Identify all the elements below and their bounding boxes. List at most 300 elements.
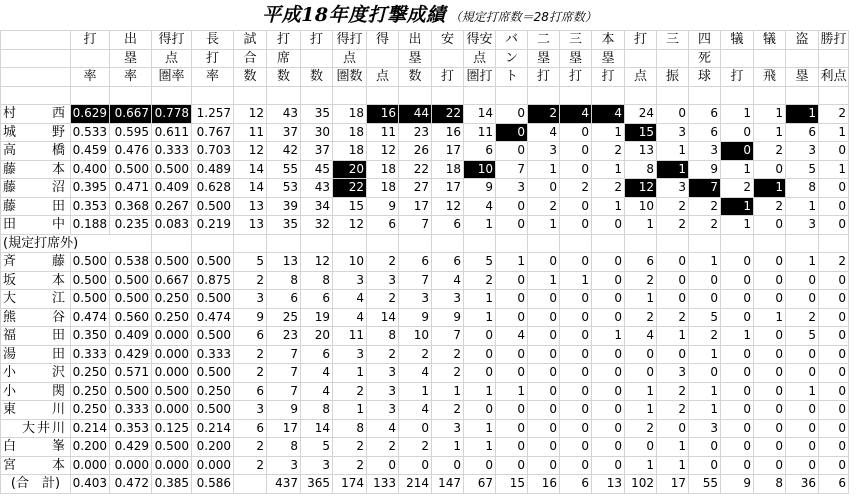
stat-cell: 0.333 bbox=[110, 401, 152, 420]
stat-cell: 0 bbox=[496, 290, 528, 309]
column-header: 本 bbox=[592, 31, 625, 50]
stat-cell: 2 bbox=[657, 401, 689, 420]
stat-cell: 0.250 bbox=[152, 308, 192, 327]
player-name bbox=[1, 419, 71, 438]
stat-cell: 0 bbox=[528, 364, 560, 383]
total-cell: 8 bbox=[754, 475, 786, 494]
stat-cell: 6 bbox=[234, 382, 267, 401]
stat-cell: 0 bbox=[560, 197, 592, 216]
player-name-text bbox=[1, 179, 68, 196]
stat-cell: 6 bbox=[267, 290, 301, 309]
empty-cell bbox=[560, 86, 592, 105]
empty-cell bbox=[110, 86, 152, 105]
column-header: 打 bbox=[301, 31, 333, 50]
stat-cell: 1 bbox=[754, 308, 786, 327]
other-player-row bbox=[1, 345, 849, 364]
stat-cell: 18 bbox=[333, 105, 367, 124]
stat-cell: 14 bbox=[464, 105, 496, 124]
column-header bbox=[754, 49, 786, 68]
stat-cell: 2 bbox=[367, 290, 399, 309]
player-name-text bbox=[1, 161, 68, 178]
leader-stat-cell: 0.667 bbox=[110, 105, 152, 124]
stat-cell: 9 bbox=[464, 179, 496, 198]
empty-cell bbox=[592, 234, 625, 253]
stat-cell: 35 bbox=[301, 105, 333, 124]
column-header: 球 bbox=[689, 68, 721, 87]
stat-cell: 5 bbox=[301, 438, 333, 457]
stat-cell: 2 bbox=[367, 438, 399, 457]
stat-cell: 4 bbox=[301, 382, 333, 401]
stat-cell: 6 bbox=[464, 142, 496, 161]
stat-cell: 0.333 bbox=[192, 345, 234, 364]
column-header: 三 bbox=[560, 31, 592, 50]
stat-cell: 0 bbox=[721, 271, 754, 290]
stat-cell: 0 bbox=[786, 345, 819, 364]
stat-cell: 0 bbox=[819, 364, 849, 383]
leader-stat-cell: 12 bbox=[625, 179, 657, 198]
qualified-player-row bbox=[1, 216, 849, 235]
stat-cell: 0.000 bbox=[152, 345, 192, 364]
stat-cell: 0.235 bbox=[110, 216, 152, 235]
stat-cell: 2 bbox=[786, 308, 819, 327]
player-name bbox=[1, 105, 71, 124]
stat-cell: 10 bbox=[399, 327, 432, 346]
column-header: バ bbox=[496, 31, 528, 50]
stat-cell: 9 bbox=[689, 160, 721, 179]
column-header: 三 bbox=[657, 31, 689, 50]
stat-cell: 3 bbox=[657, 179, 689, 198]
stat-cell: 0.500 bbox=[152, 438, 192, 457]
stat-cell: 0 bbox=[560, 290, 592, 309]
column-header: 得打 bbox=[152, 31, 192, 50]
stat-cell: 25 bbox=[267, 308, 301, 327]
stat-cell: 0 bbox=[721, 419, 754, 438]
stat-cell: 0.125 bbox=[152, 419, 192, 438]
stat-cell: 8 bbox=[301, 271, 333, 290]
empty-cell bbox=[71, 86, 110, 105]
stat-cell: 0 bbox=[625, 364, 657, 383]
stat-cell: 9 bbox=[234, 308, 267, 327]
total-cell: 16 bbox=[528, 475, 560, 494]
header-row bbox=[1, 68, 849, 87]
stat-cell: 8 bbox=[367, 327, 399, 346]
column-header: 打 bbox=[592, 68, 625, 87]
stat-cell: 0 bbox=[754, 438, 786, 457]
stat-cell: 0 bbox=[592, 216, 625, 235]
stat-cell: 13 bbox=[234, 216, 267, 235]
stat-cell: 18 bbox=[432, 160, 464, 179]
total-cell: 15 bbox=[496, 475, 528, 494]
stat-cell: 17 bbox=[267, 419, 301, 438]
stat-cell: 35 bbox=[267, 216, 301, 235]
name-char: 湯 bbox=[3, 346, 17, 362]
empty-cell bbox=[367, 86, 399, 105]
stat-cell: 2 bbox=[754, 142, 786, 161]
stat-cell: 0 bbox=[592, 290, 625, 309]
stat-cell: 3 bbox=[367, 364, 399, 383]
stat-cell: 1 bbox=[721, 327, 754, 346]
stat-cell: 0 bbox=[786, 438, 819, 457]
column-header: 長 bbox=[192, 31, 234, 50]
stat-cell: 0 bbox=[560, 308, 592, 327]
stat-cell: 0.429 bbox=[110, 345, 152, 364]
stat-cell: 0 bbox=[560, 123, 592, 142]
stat-cell: 2 bbox=[592, 179, 625, 198]
stat-cell: 2 bbox=[234, 271, 267, 290]
stat-cell: 5 bbox=[234, 253, 267, 272]
stat-cell: 0 bbox=[786, 271, 819, 290]
stat-cell: 0.767 bbox=[192, 123, 234, 142]
empty-cell bbox=[819, 86, 849, 105]
empty-cell bbox=[267, 234, 301, 253]
report-title bbox=[0, 0, 859, 30]
stat-cell: 0 bbox=[625, 438, 657, 457]
name-char: 大 bbox=[3, 291, 17, 307]
leader-stat-cell: 7 bbox=[689, 179, 721, 198]
total-cell: 67 bbox=[464, 475, 496, 494]
player-name-text bbox=[1, 198, 68, 215]
stat-cell: 0 bbox=[657, 419, 689, 438]
stat-cell: 0.200 bbox=[71, 438, 110, 457]
stat-cell: 0 bbox=[786, 419, 819, 438]
stat-cell: 2 bbox=[464, 271, 496, 290]
stat-cell: 0.500 bbox=[192, 290, 234, 309]
total-cell: 102 bbox=[625, 475, 657, 494]
stat-cell: 1 bbox=[786, 382, 819, 401]
total-cell: 0.403 bbox=[71, 475, 110, 494]
stat-cell: 2 bbox=[234, 364, 267, 383]
column-header: 得打 bbox=[333, 31, 367, 50]
stat-cell: 3 bbox=[689, 142, 721, 161]
stat-cell: 26 bbox=[399, 142, 432, 161]
stat-cell: 0 bbox=[657, 105, 689, 124]
stat-cell: 0 bbox=[657, 345, 689, 364]
stat-cell: 4 bbox=[301, 364, 333, 383]
header-row bbox=[1, 31, 849, 50]
stat-cell: 0.875 bbox=[192, 271, 234, 290]
player-name bbox=[1, 271, 71, 290]
qualified-player-row bbox=[1, 179, 849, 198]
stat-cell: 0.474 bbox=[71, 308, 110, 327]
player-name-text bbox=[1, 124, 68, 141]
name-char: 田 bbox=[3, 217, 17, 233]
stat-cell: 2 bbox=[625, 271, 657, 290]
stat-cell: 0 bbox=[528, 290, 560, 309]
stat-cell: 0.500 bbox=[71, 253, 110, 272]
player-name-text bbox=[1, 438, 68, 455]
column-header: 点 bbox=[625, 68, 657, 87]
stat-cell: 0 bbox=[689, 290, 721, 309]
stat-cell: 1 bbox=[625, 382, 657, 401]
stat-cell: 7 bbox=[399, 271, 432, 290]
stat-cell: 1 bbox=[689, 382, 721, 401]
total-label: (合 計) bbox=[1, 475, 71, 494]
stat-cell: 1 bbox=[657, 438, 689, 457]
stat-cell: 2 bbox=[560, 179, 592, 198]
stat-cell: 0 bbox=[367, 456, 399, 475]
stat-cell: 3 bbox=[267, 456, 301, 475]
stat-cell: 0 bbox=[496, 308, 528, 327]
player-name-text bbox=[1, 420, 68, 437]
column-header: 圏打 bbox=[464, 68, 496, 87]
stat-cell: 0 bbox=[528, 253, 560, 272]
column-header: 塁 bbox=[528, 49, 560, 68]
qualified-player-row bbox=[1, 142, 849, 161]
stat-cell: 0.250 bbox=[71, 401, 110, 420]
stat-cell: 1 bbox=[625, 401, 657, 420]
empty-cell bbox=[625, 86, 657, 105]
stat-cell: 0.353 bbox=[110, 419, 152, 438]
empty-cell bbox=[496, 234, 528, 253]
empty-cell bbox=[399, 86, 432, 105]
stat-cell: 6 bbox=[625, 253, 657, 272]
stat-cell: 0 bbox=[560, 364, 592, 383]
name-char: 藤 bbox=[3, 180, 17, 196]
other-player-row bbox=[1, 401, 849, 420]
stat-cell: 0 bbox=[560, 419, 592, 438]
stat-cell: 0 bbox=[464, 401, 496, 420]
empty-cell bbox=[333, 234, 367, 253]
stat-cell: 0 bbox=[560, 160, 592, 179]
stat-cell: 1 bbox=[721, 216, 754, 235]
column-header: 席 bbox=[267, 49, 301, 68]
column-header: 犠 bbox=[754, 31, 786, 50]
total-cell: 36 bbox=[786, 475, 819, 494]
player-name bbox=[1, 456, 71, 475]
stat-cell: 0 bbox=[754, 216, 786, 235]
column-header bbox=[721, 49, 754, 68]
column-header: 打 bbox=[528, 68, 560, 87]
stat-cell: 13 bbox=[234, 197, 267, 216]
stat-cell: 5 bbox=[464, 253, 496, 272]
stat-cell: 2 bbox=[657, 382, 689, 401]
stat-cell: 9 bbox=[267, 401, 301, 420]
stat-cell: 0 bbox=[496, 364, 528, 383]
stat-cell: 0 bbox=[528, 401, 560, 420]
column-header: 四 bbox=[689, 31, 721, 50]
empty-cell bbox=[528, 234, 560, 253]
stat-cell: 0 bbox=[721, 382, 754, 401]
player-name bbox=[1, 253, 71, 272]
stat-cell: 12 bbox=[432, 197, 464, 216]
stat-cell: 0 bbox=[528, 345, 560, 364]
player-name-text bbox=[1, 457, 68, 474]
stat-cell: 13 bbox=[625, 142, 657, 161]
stat-cell: 2 bbox=[432, 364, 464, 383]
stat-cell: 3 bbox=[657, 364, 689, 383]
empty-cell bbox=[754, 234, 786, 253]
column-header: 打 bbox=[721, 68, 754, 87]
column-header: ン bbox=[496, 49, 528, 68]
stat-cell: 0 bbox=[721, 438, 754, 457]
column-header: 率 bbox=[110, 68, 152, 87]
empty-cell bbox=[689, 234, 721, 253]
stat-cell: 0.500 bbox=[152, 160, 192, 179]
column-header: 安 bbox=[432, 31, 464, 50]
stat-cell: 2 bbox=[528, 197, 560, 216]
column-header: 点 bbox=[152, 49, 192, 68]
total-cell: 0.472 bbox=[110, 475, 152, 494]
stat-cell: 0 bbox=[754, 160, 786, 179]
column-header: 数 bbox=[399, 68, 432, 87]
stat-cell: 0 bbox=[528, 456, 560, 475]
player-name-text bbox=[1, 309, 68, 326]
stat-cell: 0.500 bbox=[110, 160, 152, 179]
stat-cell: 0 bbox=[592, 271, 625, 290]
column-header: 得 bbox=[367, 31, 399, 50]
stat-cell: 0 bbox=[592, 364, 625, 383]
stat-cell: 4 bbox=[399, 401, 432, 420]
stat-cell: 0 bbox=[432, 456, 464, 475]
stat-cell: 0.214 bbox=[192, 419, 234, 438]
player-name-text bbox=[1, 346, 68, 363]
stat-cell: 0 bbox=[496, 456, 528, 475]
qualified-player-row bbox=[1, 197, 849, 216]
stat-cell: 3 bbox=[234, 290, 267, 309]
stat-cell: 0.611 bbox=[152, 123, 192, 142]
stat-cell: 0 bbox=[496, 401, 528, 420]
column-header: 数 bbox=[267, 68, 301, 87]
stat-cell: 2 bbox=[333, 456, 367, 475]
stat-cell: 0 bbox=[399, 456, 432, 475]
stat-cell: 0 bbox=[819, 401, 849, 420]
stat-cell: 45 bbox=[301, 160, 333, 179]
stat-cell: 0 bbox=[786, 401, 819, 420]
leader-stat-cell: 1 bbox=[786, 105, 819, 124]
stat-cell: 10 bbox=[333, 253, 367, 272]
stat-cell: 0.500 bbox=[192, 253, 234, 272]
leader-stat-cell: 15 bbox=[625, 123, 657, 142]
stat-cell: 12 bbox=[301, 253, 333, 272]
stat-cell: 0 bbox=[721, 345, 754, 364]
stat-cell: 0 bbox=[657, 271, 689, 290]
total-cell: 174 bbox=[333, 475, 367, 494]
name-char: 井 bbox=[36, 420, 50, 436]
stat-cell: 0.214 bbox=[71, 419, 110, 438]
stat-cell: 55 bbox=[267, 160, 301, 179]
stat-cell: 0.250 bbox=[71, 382, 110, 401]
stat-cell: 6 bbox=[301, 345, 333, 364]
stat-cell: 0 bbox=[528, 179, 560, 198]
stat-cell: 0 bbox=[496, 105, 528, 124]
name-char: 本 bbox=[51, 457, 65, 473]
stat-cell: 17 bbox=[432, 179, 464, 198]
stat-cell: 5 bbox=[689, 308, 721, 327]
stat-cell: 19 bbox=[301, 308, 333, 327]
name-char: 福 bbox=[3, 328, 17, 344]
stat-cell: 0 bbox=[560, 401, 592, 420]
other-player-row bbox=[1, 419, 849, 438]
stat-cell: 1 bbox=[592, 160, 625, 179]
stat-cell: 7 bbox=[432, 327, 464, 346]
stat-cell: 14 bbox=[234, 179, 267, 198]
stat-cell: 2 bbox=[592, 142, 625, 161]
stat-cell: 3 bbox=[333, 271, 367, 290]
stat-cell: 1 bbox=[432, 438, 464, 457]
stat-cell: 2 bbox=[754, 197, 786, 216]
stat-cell: 0 bbox=[721, 253, 754, 272]
stat-cell: 7 bbox=[267, 345, 301, 364]
stat-cell: 0 bbox=[754, 401, 786, 420]
stat-cell: 42 bbox=[267, 142, 301, 161]
stat-cell: 0.500 bbox=[192, 327, 234, 346]
other-player-row bbox=[1, 308, 849, 327]
stat-cell: 0.219 bbox=[192, 216, 234, 235]
stat-cell: 0.409 bbox=[110, 327, 152, 346]
name-char: 熊 bbox=[3, 309, 17, 325]
stat-cell: 23 bbox=[399, 123, 432, 142]
leader-stat-cell: 0.629 bbox=[71, 105, 110, 124]
stat-cell: 1 bbox=[464, 438, 496, 457]
stat-cell: 3 bbox=[399, 290, 432, 309]
stat-cell: 3 bbox=[657, 123, 689, 142]
stat-cell: 12 bbox=[367, 142, 399, 161]
stat-cell: 5 bbox=[786, 160, 819, 179]
stat-cell: 2 bbox=[689, 216, 721, 235]
stat-cell: 2 bbox=[689, 197, 721, 216]
stat-cell: 0 bbox=[592, 438, 625, 457]
stat-cell: 0 bbox=[721, 123, 754, 142]
name-char: 谷 bbox=[51, 309, 65, 325]
title-text: 平成18年度打撃成績 bbox=[262, 4, 446, 26]
stat-cell: 0 bbox=[786, 364, 819, 383]
stat-cell: 0.500 bbox=[110, 290, 152, 309]
stat-cell: 1 bbox=[464, 419, 496, 438]
stat-cell: 3 bbox=[367, 271, 399, 290]
stat-cell: 0.489 bbox=[192, 160, 234, 179]
stat-cell: 6 bbox=[786, 123, 819, 142]
empty-cell bbox=[234, 234, 267, 253]
stat-cell: 0 bbox=[560, 142, 592, 161]
stat-cell: 0.409 bbox=[152, 179, 192, 198]
empty-cell bbox=[464, 234, 496, 253]
stat-cell: 16 bbox=[432, 123, 464, 142]
empty-cell bbox=[528, 86, 560, 105]
total-row bbox=[1, 475, 849, 494]
stat-cell: 1 bbox=[464, 308, 496, 327]
stat-cell: 0 bbox=[496, 419, 528, 438]
column-header bbox=[301, 49, 333, 68]
stat-cell: 0.188 bbox=[71, 216, 110, 235]
stat-cell: 8 bbox=[333, 419, 367, 438]
name-char: 田 bbox=[51, 346, 65, 362]
name-char: 沼 bbox=[51, 180, 65, 196]
stat-cell: 0 bbox=[819, 345, 849, 364]
column-header: 得安 bbox=[464, 31, 496, 50]
header-corner bbox=[1, 49, 71, 68]
name-char: 宮 bbox=[3, 457, 17, 473]
stat-cell: 6 bbox=[399, 253, 432, 272]
stat-cell: 0 bbox=[592, 401, 625, 420]
stat-cell: 1 bbox=[689, 345, 721, 364]
leader-stat-cell: 16 bbox=[367, 105, 399, 124]
stat-cell: 0 bbox=[528, 327, 560, 346]
stat-cell: 0.667 bbox=[152, 271, 192, 290]
player-name-text bbox=[1, 401, 68, 418]
stat-cell: 4 bbox=[496, 327, 528, 346]
other-player-row bbox=[1, 382, 849, 401]
column-header: 利点 bbox=[820, 69, 847, 85]
player-name bbox=[1, 142, 71, 161]
stat-cell: 0 bbox=[592, 345, 625, 364]
stat-cell: 1 bbox=[625, 290, 657, 309]
stat-cell: 39 bbox=[267, 197, 301, 216]
name-char: 田 bbox=[51, 198, 65, 214]
stat-cell: 1 bbox=[721, 160, 754, 179]
stat-cell: 17 bbox=[399, 197, 432, 216]
column-header: 試 bbox=[234, 31, 267, 50]
stat-cell: 0 bbox=[819, 327, 849, 346]
